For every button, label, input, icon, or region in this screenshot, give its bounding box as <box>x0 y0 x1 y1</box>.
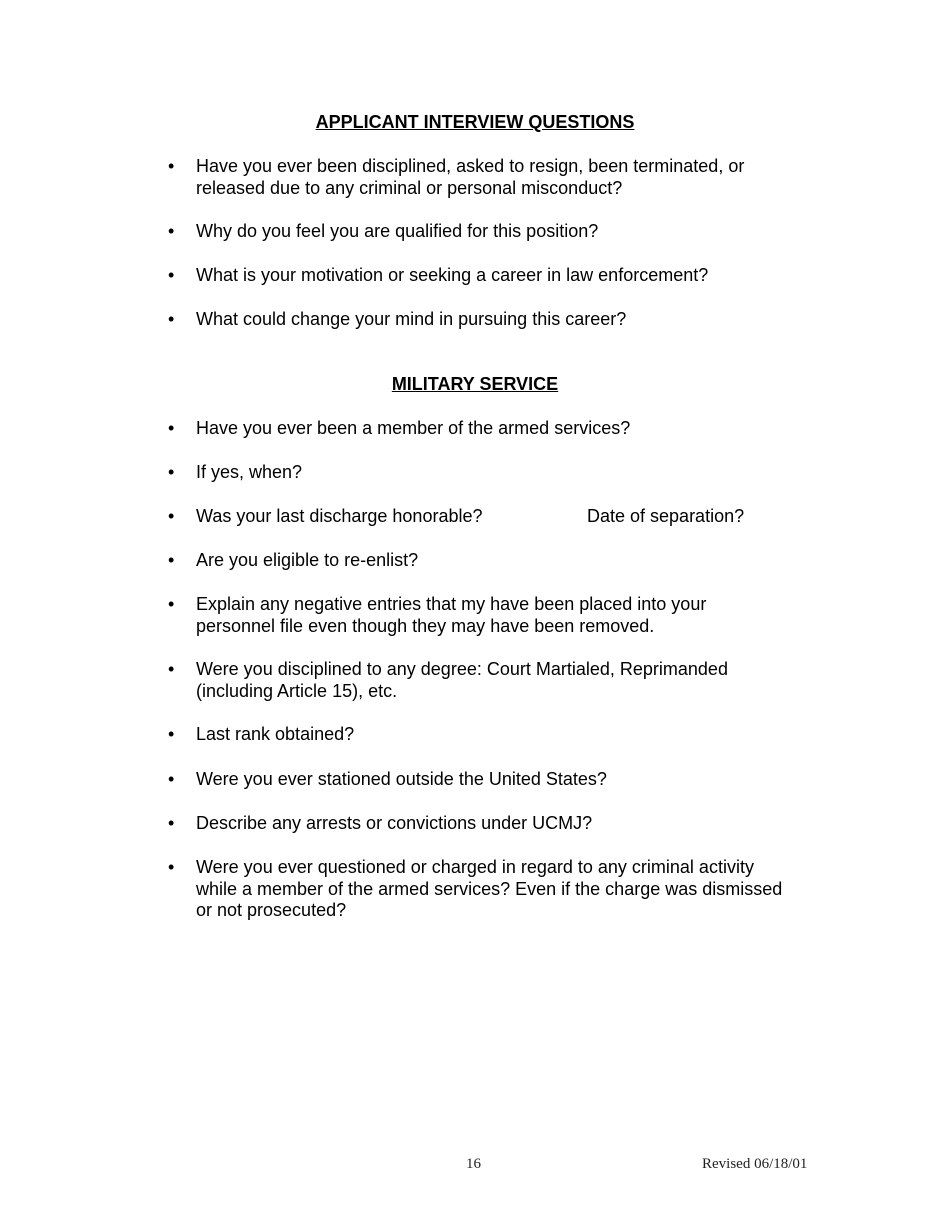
bullet-icon: • <box>168 594 175 614</box>
question-line: Were you ever questioned or charged in regard to any criminal activity <box>196 857 754 877</box>
bullet-icon: • <box>168 309 175 329</box>
section-heading-military-service: MILITARY SERVICE <box>391 374 559 394</box>
question-line: Were you ever stationed outside the United States? <box>196 769 607 789</box>
question-line: If yes, when? <box>196 462 303 482</box>
question-text <box>196 265 821 287</box>
bullet-icon: • <box>168 857 175 877</box>
question-text <box>196 659 821 702</box>
question-line: Have you ever been a member of the armed services? <box>196 418 631 438</box>
question-line: released due to any criminal or personal misconduct? <box>196 177 623 198</box>
bullet-icon: • <box>168 418 175 438</box>
bullet-icon: • <box>168 221 175 241</box>
question-line: Was your last discharge honorable? <box>196 506 483 526</box>
question-text <box>196 769 821 791</box>
question-text <box>196 813 821 835</box>
date-of-separation-question: Date of separation? <box>587 506 745 526</box>
question-line: Describe any arrests or convictions under UCMJ? <box>196 813 593 833</box>
bullet-icon: • <box>168 813 175 833</box>
question-line: What could change your mind in pursuing this career? <box>196 309 627 329</box>
question-line: while a member of the armed services? Even if the charge was dismissed <box>196 878 783 899</box>
revision-date: Revised 06/18/01 <box>702 1156 808 1172</box>
question-text <box>196 724 821 746</box>
question-text <box>196 594 821 637</box>
question-line: or not prosecuted? <box>196 900 347 920</box>
bullet-icon: • <box>168 156 175 176</box>
question-line: (including Article 15), etc. <box>196 680 398 701</box>
question-text <box>196 221 821 243</box>
bullet-icon: • <box>168 265 175 285</box>
bullet-icon: • <box>168 659 175 679</box>
question-text <box>196 550 821 572</box>
question-line: Are you eligible to re-enlist? <box>196 550 419 570</box>
question-text <box>196 857 821 922</box>
question-line: Were you disciplined to any degree: Court Martialed, Reprimanded <box>196 659 728 679</box>
question-line: What is your motivation or seeking a career in law enforcement? <box>196 265 709 285</box>
question-line: Explain any negative entries that my have been placed into your <box>196 594 707 614</box>
question-text <box>196 462 821 484</box>
question-line: Have you ever been disciplined, asked to resign, been terminated, or <box>196 156 745 176</box>
question-line: Last rank obtained? <box>196 724 355 744</box>
bullet-icon: • <box>168 769 175 789</box>
question-line: Why do you feel you are qualified for this position? <box>196 221 599 241</box>
section-heading-applicant-interview: APPLICANT INTERVIEW QUESTIONS <box>315 112 635 132</box>
bullet-icon: • <box>168 724 175 744</box>
question-text <box>196 309 821 331</box>
question-text <box>196 418 821 440</box>
page-number: 16 <box>466 1156 481 1172</box>
bullet-icon: • <box>168 506 175 526</box>
bullet-icon: • <box>168 462 175 482</box>
question-line: personnel file even though they may have been removed. <box>196 615 655 636</box>
bullet-icon: • <box>168 550 175 570</box>
question-text <box>196 156 821 199</box>
